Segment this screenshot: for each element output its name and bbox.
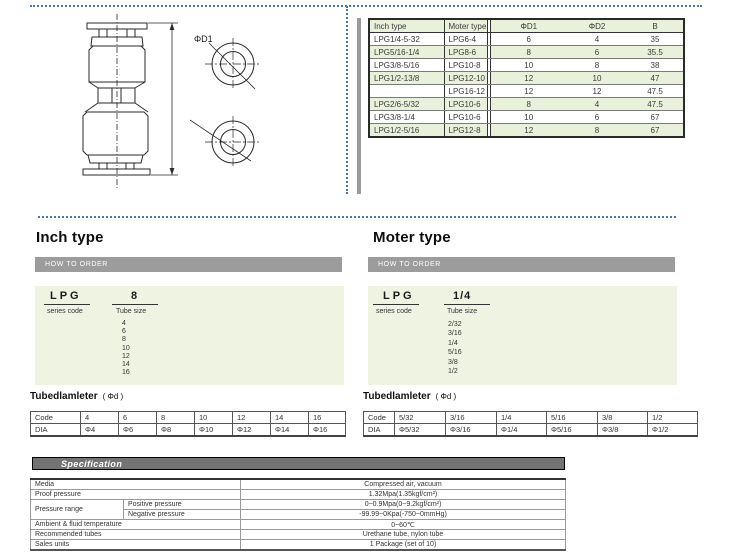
size-table-row: LPG1/4-5-32 LPG6-4 6 4 35 — [369, 33, 684, 46]
moter-dia-row: DIA Φ5/32 Φ3/16 Φ1/4 Φ5/16 Φ3/8 Φ1/2 — [364, 424, 698, 437]
inch-code-row: Code 4 6 8 10 12 14 16 — [31, 412, 346, 424]
tube-size-option: 10 — [122, 344, 130, 352]
spec-row-media: Media Compressed air, vacuum — [31, 479, 566, 490]
section-dotted-rule — [38, 216, 676, 218]
moter-tube-diameter-heading: Tubedlamleter ( Φd ) — [363, 391, 457, 402]
fitting-technical-drawing — [55, 10, 355, 195]
col-header-b: B — [627, 19, 684, 33]
tube-size-option: 4 — [122, 320, 126, 327]
inch-series-underline — [44, 304, 90, 305]
inch-code-dia-table — [30, 411, 346, 437]
moter-code-row: Code 5/32 3/16 1/4 5/16 3/8 1/2 — [364, 412, 698, 424]
top-dotted-rule — [30, 5, 702, 7]
moter-tube-size-value: 1/4 — [453, 290, 472, 302]
inch-tube-diameter-heading: Tubedlamleter ( Φd ) — [30, 391, 124, 402]
size-table-row: LPG1/2-13/8 LPG12-10 12 10 47 — [369, 72, 684, 85]
moter-tube-size-list — [448, 320, 462, 376]
size-table — [368, 18, 685, 138]
inch-type-heading: Inch type — [36, 229, 104, 246]
size-table-row: LPG1/2-5/16 LPG12-8 12 8 67 — [369, 124, 684, 138]
inch-tube-size-list — [122, 320, 130, 377]
col-header-inch-type: Inch type — [369, 19, 444, 33]
tube-size-option: 6 — [122, 328, 126, 336]
dim-label-d1: ΦD1 — [194, 34, 213, 44]
moter-series-code-label: series code — [376, 308, 412, 315]
dimension-line-b — [148, 23, 178, 175]
specification-bar: Specification — [32, 457, 565, 470]
inch-tube-size-underline — [112, 304, 158, 305]
specification-table — [30, 478, 566, 551]
moter-code-dia-table — [363, 411, 698, 437]
tube-size-option: 2/32 — [448, 321, 462, 328]
tube-size-option: 12 — [122, 352, 130, 360]
spec-row-sales-units: Sales units 1 Package (set of 10) — [31, 540, 566, 551]
tube-size-option: 16 — [122, 369, 130, 377]
col-header-d2: ΦD2 — [567, 19, 627, 33]
spec-row-positive-pressure: Pressure range Positive pressure 0~0.9Mpa(0~9.2kgf/cm²) — [31, 500, 566, 510]
moter-tube-size-label: Tube size — [447, 308, 478, 315]
inch-dia-row: DIA Φ4 Φ6 Φ8 Φ10 Φ12 Φ14 Φ16 — [31, 424, 346, 437]
size-table-header-row — [369, 19, 684, 33]
size-table-row: LPG5/16-1/4 LPG8-6 8 6 35.5 — [369, 46, 684, 59]
inch-series-code: LPG — [50, 290, 82, 302]
size-table-row: LPG16-12 12 12 47.5 — [369, 85, 684, 98]
moter-how-to-order-bar: HOW TO ORDER — [368, 257, 675, 272]
size-table-row: LPG3/8-1/4 LPG10-6 10 6 67 — [369, 111, 684, 124]
moter-series-underline — [373, 304, 419, 305]
size-table-row: LPG2/6-5/32 LPG10-6 8 4 47.5 — [369, 98, 684, 111]
inch-tube-size-value: 8 — [131, 290, 141, 302]
spec-row-proof-pressure: Proof pressure 1.32Mpa(1.35kgf/cm²) — [31, 490, 566, 500]
inch-tube-size-label: Tube size — [116, 308, 147, 315]
tube-size-option: 3/8 — [448, 358, 458, 366]
spec-row-temperature: Ambient & fluid temperature 0~60℃ — [31, 520, 566, 530]
table-left-divider — [357, 18, 361, 194]
col-header-d1: ΦD1 — [490, 19, 567, 33]
moter-tube-size-underline — [444, 304, 490, 305]
tube-size-option: 3/16 — [448, 330, 462, 338]
end-view-bottom — [190, 116, 261, 168]
tube-size-option: 5/16 — [448, 349, 462, 357]
col-header-moter-type: Moter type — [444, 19, 490, 33]
tube-size-option: 1/2 — [448, 368, 458, 376]
moter-series-code: LPG — [383, 290, 415, 302]
inch-how-to-order-bar: HOW TO ORDER — [35, 257, 342, 272]
inch-series-code-label: series code — [47, 308, 83, 315]
fitting-front-view — [83, 23, 150, 175]
spec-row-negative-pressure: Negative pressure -99.99~0Kpa(-750~0mmHg) — [31, 510, 566, 520]
tube-size-option: 1/4 — [448, 339, 458, 347]
moter-type-heading: Moter type — [373, 229, 451, 246]
tube-size-option: 14 — [122, 361, 130, 369]
tube-size-option: 8 — [122, 336, 126, 344]
size-table-row: LPG3/8-5/16 LPG10-8 10 8 38 — [369, 59, 684, 72]
end-view-top — [205, 38, 261, 90]
spec-row-recommended-tubes: Recommended tubes Urethane tube, nylon tube — [31, 530, 566, 540]
